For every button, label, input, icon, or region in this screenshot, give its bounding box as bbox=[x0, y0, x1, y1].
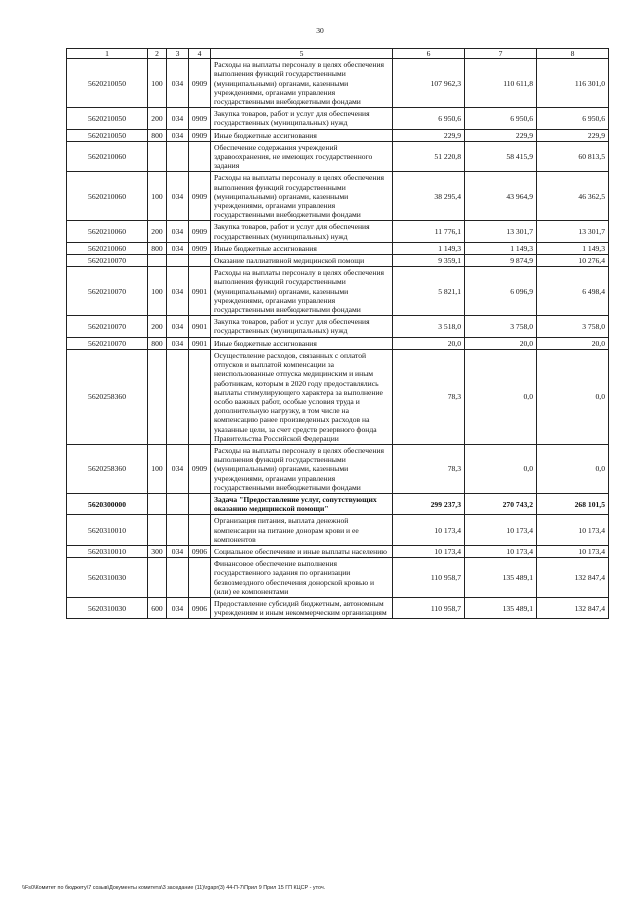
row-description: Задача "Предоставление услуг, сопутствующих оказанию медицинской помощи" bbox=[211, 493, 393, 514]
table-body bbox=[67, 59, 609, 619]
row-expense-type: 600 bbox=[148, 597, 167, 618]
row-code: 5620210050 bbox=[67, 108, 148, 129]
row-section-code: 0901 bbox=[189, 267, 211, 316]
row-description: Закупка товаров, работ и услуг для обеспечения государственных (муниципальных) нужд bbox=[211, 108, 393, 129]
row-ministry-code: 034 bbox=[167, 172, 189, 221]
row-value-col6: 107 962,3 bbox=[393, 59, 465, 108]
table-row bbox=[67, 545, 609, 557]
row-value-col7: 135 489,1 bbox=[465, 558, 537, 598]
row-description: Финансовое обеспечение выполнения государственного задания по организации безвозмездного обеспечения донорской кровью и (или) ее компонентами bbox=[211, 558, 393, 598]
row-value-col8: 10 276,4 bbox=[537, 255, 609, 267]
row-code: 5620210060 bbox=[67, 141, 148, 172]
row-value-col7: 229,9 bbox=[465, 129, 537, 141]
row-expense-type: 100 bbox=[148, 59, 167, 108]
row-code: 5620258360 bbox=[67, 349, 148, 444]
row-section-code: 0906 bbox=[189, 545, 211, 557]
table-row bbox=[67, 597, 609, 618]
row-value-col6: 1 149,3 bbox=[393, 242, 465, 254]
column-header: 1 bbox=[67, 49, 148, 59]
row-ministry-code: 034 bbox=[167, 242, 189, 254]
row-expense-type: 200 bbox=[148, 316, 167, 337]
row-ministry-code: 034 bbox=[167, 316, 189, 337]
column-header: 4 bbox=[189, 49, 211, 59]
row-section-code bbox=[189, 515, 211, 546]
row-section-code: 0909 bbox=[189, 221, 211, 242]
row-value-col6: 78,3 bbox=[393, 444, 465, 493]
row-description: Закупка товаров, работ и услуг для обеспечения государственных (муниципальных) нужд bbox=[211, 316, 393, 337]
column-header: 5 bbox=[211, 49, 393, 59]
row-expense-type: 200 bbox=[148, 108, 167, 129]
row-ministry-code: 034 bbox=[167, 444, 189, 493]
row-ministry-code: 034 bbox=[167, 545, 189, 557]
row-value-col6: 6 950,6 bbox=[393, 108, 465, 129]
row-section-code bbox=[189, 141, 211, 172]
row-section-code: 0906 bbox=[189, 597, 211, 618]
row-expense-type bbox=[148, 255, 167, 267]
row-value-col7: 110 611,8 bbox=[465, 59, 537, 108]
column-header: 6 bbox=[393, 49, 465, 59]
column-header: 7 bbox=[465, 49, 537, 59]
row-value-col8: 0,0 bbox=[537, 349, 609, 444]
row-expense-type bbox=[148, 141, 167, 172]
row-code: 5620310010 bbox=[67, 515, 148, 546]
table-row bbox=[67, 316, 609, 337]
row-value-col6: 5 821,1 bbox=[393, 267, 465, 316]
table-row bbox=[67, 444, 609, 493]
row-code: 5620210050 bbox=[67, 59, 148, 108]
row-value-col8: 116 301,0 bbox=[537, 59, 609, 108]
row-code: 5620258360 bbox=[67, 444, 148, 493]
table-row bbox=[67, 129, 609, 141]
row-value-col7: 9 874,9 bbox=[465, 255, 537, 267]
row-description: Оказание паллиативной медицинской помощи bbox=[211, 255, 393, 267]
table-row bbox=[67, 267, 609, 316]
row-value-col7: 13 301,7 bbox=[465, 221, 537, 242]
row-section-code: 0909 bbox=[189, 108, 211, 129]
row-section-code bbox=[189, 493, 211, 514]
row-value-col8: 13 301,7 bbox=[537, 221, 609, 242]
row-value-col8: 20,0 bbox=[537, 337, 609, 349]
row-section-code: 0901 bbox=[189, 337, 211, 349]
row-value-col6: 110 958,7 bbox=[393, 558, 465, 598]
row-value-col8: 3 758,0 bbox=[537, 316, 609, 337]
row-value-col6: 110 958,7 bbox=[393, 597, 465, 618]
row-value-col8: 0,0 bbox=[537, 444, 609, 493]
row-value-col7: 1 149,3 bbox=[465, 242, 537, 254]
row-value-col6: 20,0 bbox=[393, 337, 465, 349]
row-description: Иные бюджетные ассигнования bbox=[211, 129, 393, 141]
column-header: 8 bbox=[537, 49, 609, 59]
file-path-footer: \\Fs0\Комитет по бюджету\7 созыв\Документы комитета\3 заседание (11)\rgapr(3) 44-П-7\Прил 9 Прил 15 ГП КЦСР - уточ. bbox=[22, 885, 326, 891]
table-row bbox=[67, 242, 609, 254]
row-description: Организация питания, выплата денежной компенсации на питание донорам крови и ее компонентов bbox=[211, 515, 393, 546]
row-value-col6: 10 173,4 bbox=[393, 515, 465, 546]
row-ministry-code bbox=[167, 515, 189, 546]
budget-table bbox=[66, 48, 609, 619]
table-row bbox=[67, 172, 609, 221]
row-value-col7: 135 489,1 bbox=[465, 597, 537, 618]
table-row bbox=[67, 141, 609, 172]
row-description: Предоставление субсидий бюджетным, автономным учреждениям и иным некоммерческим организациям bbox=[211, 597, 393, 618]
row-expense-type: 300 bbox=[148, 545, 167, 557]
row-section-code: 0901 bbox=[189, 316, 211, 337]
row-section-code bbox=[189, 349, 211, 444]
row-value-col8: 132 847,4 bbox=[537, 597, 609, 618]
row-expense-type: 100 bbox=[148, 444, 167, 493]
table-row bbox=[67, 349, 609, 444]
row-expense-type bbox=[148, 515, 167, 546]
row-code: 5620210070 bbox=[67, 267, 148, 316]
row-ministry-code: 034 bbox=[167, 597, 189, 618]
row-value-col8: 1 149,3 bbox=[537, 242, 609, 254]
row-ministry-code: 034 bbox=[167, 337, 189, 349]
row-value-col7: 10 173,4 bbox=[465, 545, 537, 557]
row-value-col8: 132 847,4 bbox=[537, 558, 609, 598]
row-ministry-code bbox=[167, 349, 189, 444]
row-value-col8: 6 950,6 bbox=[537, 108, 609, 129]
row-value-col8: 268 101,5 bbox=[537, 493, 609, 514]
row-ministry-code: 034 bbox=[167, 108, 189, 129]
row-expense-type: 100 bbox=[148, 267, 167, 316]
table-row bbox=[67, 221, 609, 242]
row-value-col6: 11 776,1 bbox=[393, 221, 465, 242]
table-row bbox=[67, 493, 609, 514]
row-code: 5620210070 bbox=[67, 337, 148, 349]
row-description: Иные бюджетные ассигнования bbox=[211, 337, 393, 349]
row-ministry-code bbox=[167, 141, 189, 172]
row-section-code: 0909 bbox=[189, 172, 211, 221]
row-ministry-code: 034 bbox=[167, 221, 189, 242]
row-code: 5620210060 bbox=[67, 172, 148, 221]
row-description: Социальное обеспечение и иные выплаты населению bbox=[211, 545, 393, 557]
row-section-code: 0909 bbox=[189, 129, 211, 141]
row-code: 5620310030 bbox=[67, 597, 148, 618]
row-value-col7: 3 758,0 bbox=[465, 316, 537, 337]
row-section-code: 0909 bbox=[189, 444, 211, 493]
row-value-col8: 10 173,4 bbox=[537, 545, 609, 557]
row-value-col6: 9 359,1 bbox=[393, 255, 465, 267]
row-description: Осуществление расходов, связанных с оплатой отпусков и выплатой компенсации за неиспользованные отпуска медицинским и иным работникам, которым в 2020 году предоставлялись выплаты стимулирующего характера за выполнение особо важных работ, особые условия труда и дополнительную нагрузку, в том числе на компенсацию ранее произведенных расходов на указанные цели, за счет средств резервного фонда Правительства Российской Федерации bbox=[211, 349, 393, 444]
row-expense-type: 800 bbox=[148, 337, 167, 349]
row-description: Иные бюджетные ассигнования bbox=[211, 242, 393, 254]
row-value-col7: 270 743,2 bbox=[465, 493, 537, 514]
row-expense-type bbox=[148, 493, 167, 514]
row-expense-type bbox=[148, 558, 167, 598]
row-section-code: 0909 bbox=[189, 59, 211, 108]
row-code: 5620210070 bbox=[67, 316, 148, 337]
table-row bbox=[67, 255, 609, 267]
row-ministry-code bbox=[167, 255, 189, 267]
row-value-col7: 0,0 bbox=[465, 349, 537, 444]
page-number: 30 bbox=[316, 26, 324, 35]
row-description: Расходы на выплаты персоналу в целях обеспечения выполнения функций государственными (муниципальными) органами, казенными учреждениями, органами управления государственными внебюджетными фондами bbox=[211, 59, 393, 108]
row-section-code bbox=[189, 255, 211, 267]
row-ministry-code bbox=[167, 493, 189, 514]
row-description: Расходы на выплаты персоналу в целях обеспечения выполнения функций государственными (муниципальными) органами, казенными учреждениями, органами управления государственными внебюджетными фондами bbox=[211, 267, 393, 316]
row-value-col6: 78,3 bbox=[393, 349, 465, 444]
row-description: Закупка товаров, работ и услуг для обеспечения государственных (муниципальных) нужд bbox=[211, 221, 393, 242]
row-value-col8: 229,9 bbox=[537, 129, 609, 141]
row-value-col7: 0,0 bbox=[465, 444, 537, 493]
row-expense-type bbox=[148, 349, 167, 444]
row-value-col6: 10 173,4 bbox=[393, 545, 465, 557]
table-row bbox=[67, 337, 609, 349]
row-value-col7: 43 964,9 bbox=[465, 172, 537, 221]
row-value-col7: 6 950,6 bbox=[465, 108, 537, 129]
row-code: 5620310010 bbox=[67, 545, 148, 557]
table-row bbox=[67, 108, 609, 129]
row-expense-type: 200 bbox=[148, 221, 167, 242]
row-value-col7: 58 415,9 bbox=[465, 141, 537, 172]
row-section-code: 0909 bbox=[189, 242, 211, 254]
row-ministry-code bbox=[167, 558, 189, 598]
row-value-col6: 299 237,3 bbox=[393, 493, 465, 514]
row-expense-type: 100 bbox=[148, 172, 167, 221]
row-value-col8: 46 362,5 bbox=[537, 172, 609, 221]
row-section-code bbox=[189, 558, 211, 598]
row-description: Расходы на выплаты персоналу в целях обеспечения выполнения функций государственными (муниципальными) органами, казенными учреждениями, органами управления государственными внебюджетными фондами bbox=[211, 172, 393, 221]
table-row bbox=[67, 515, 609, 546]
row-description: Обеспечение содержания учреждений здравоохранения, не имеющих государственного задания bbox=[211, 141, 393, 172]
row-code: 5620210050 bbox=[67, 129, 148, 141]
row-description: Расходы на выплаты персоналу в целях обеспечения выполнения функций государственными (муниципальными) органами, казенными учреждениями, органами управления государственными внебюджетными фондами bbox=[211, 444, 393, 493]
row-ministry-code: 034 bbox=[167, 129, 189, 141]
row-value-col6: 3 518,0 bbox=[393, 316, 465, 337]
row-expense-type: 800 bbox=[148, 242, 167, 254]
row-value-col8: 60 813,5 bbox=[537, 141, 609, 172]
header-row bbox=[67, 49, 609, 59]
column-header: 3 bbox=[167, 49, 189, 59]
row-expense-type: 800 bbox=[148, 129, 167, 141]
row-code: 5620300000 bbox=[67, 493, 148, 514]
row-code: 5620210060 bbox=[67, 221, 148, 242]
row-value-col7: 20,0 bbox=[465, 337, 537, 349]
row-value-col6: 229,9 bbox=[393, 129, 465, 141]
row-value-col8: 10 173,4 bbox=[537, 515, 609, 546]
row-ministry-code: 034 bbox=[167, 267, 189, 316]
row-value-col7: 6 096,9 bbox=[465, 267, 537, 316]
row-value-col7: 10 173,4 bbox=[465, 515, 537, 546]
row-ministry-code: 034 bbox=[167, 59, 189, 108]
row-value-col8: 6 498,4 bbox=[537, 267, 609, 316]
column-header: 2 bbox=[148, 49, 167, 59]
row-value-col6: 51 220,8 bbox=[393, 141, 465, 172]
row-value-col6: 38 295,4 bbox=[393, 172, 465, 221]
row-code: 5620210060 bbox=[67, 242, 148, 254]
row-code: 5620210070 bbox=[67, 255, 148, 267]
row-code: 5620310030 bbox=[67, 558, 148, 598]
table-row bbox=[67, 59, 609, 108]
table-row bbox=[67, 558, 609, 598]
